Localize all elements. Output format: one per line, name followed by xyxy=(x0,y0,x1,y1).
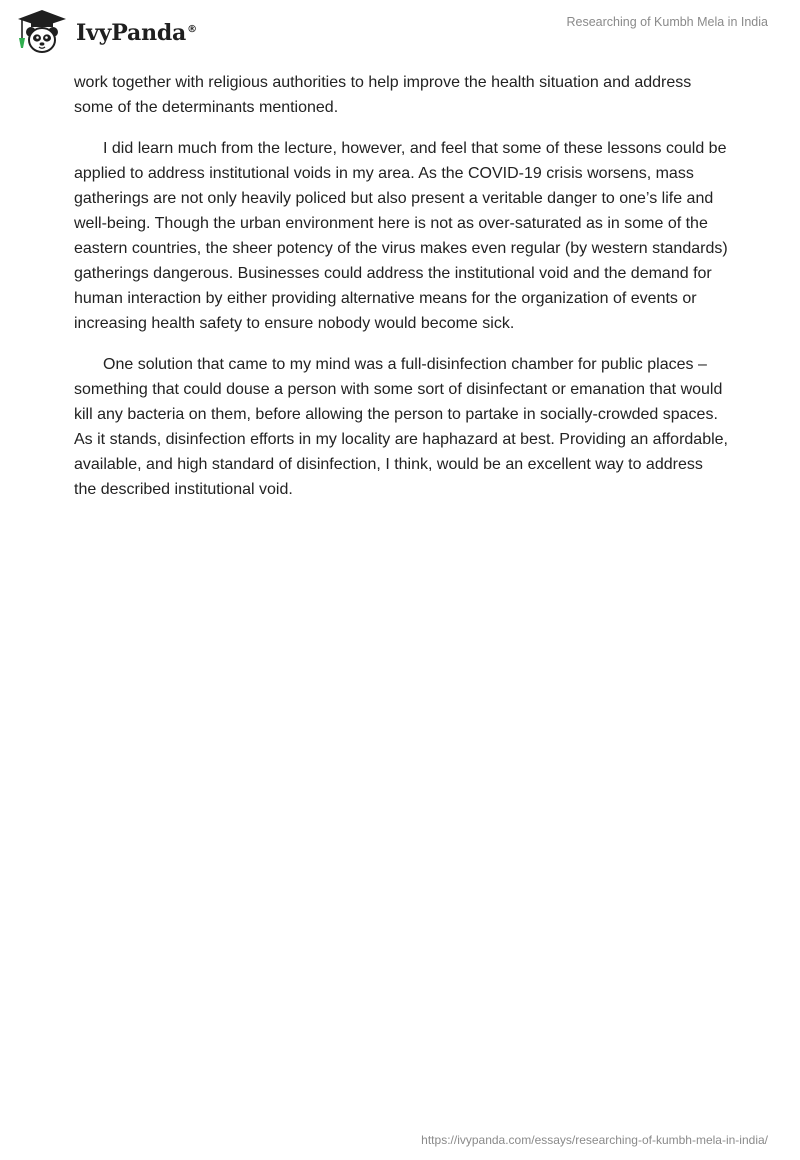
panda-graduate-icon xyxy=(14,8,72,56)
registered-mark: ® xyxy=(187,23,197,35)
paragraph: One solution that came to my mind was a full-disinfection chamber for public places – something that could douse a person with some sort of disinfectant or emanation that would kill any bacteria on them, before allowing the person to partake in socially-crowded spaces. As it stands, disinfection efforts in my locality are haphazard at best. Providing an affordable, available, and high standard of disinfection, I think, would be an excellent way to address the described institutional void. xyxy=(74,356,728,498)
page-header xyxy=(0,0,800,60)
source-url-link[interactable]: https://ivypanda.com/essays/researching-of-kumbh-mela-in-india/ xyxy=(421,1133,768,1147)
paragraph-continuation: work together with religious authorities to help improve the health situation and address some of the determinants mentioned. xyxy=(74,74,692,116)
logo-wordmark: IvyPanda® xyxy=(76,20,197,46)
document-title: Researching of Kumbh Mela in India xyxy=(566,15,768,29)
paragraph: I did learn much from the lecture, however, and feel that some of these lessons could be applied to address institutional voids in my area. As the COVID-19 crisis worsens, mass gatherings are not only heavily policed but also present a veritable danger to one’s life and well-being. Though the urban environment here is not as over-saturated as in some of the eastern countries, the sheer potency of the virus makes even regular (by western standards) gatherings dangerous. Businesses could address the institutional void and the demand for human interaction by either providing alternative means for the organization of events or increasing health safety to ensure nobody would become sick. xyxy=(74,140,728,332)
ivypanda-logo[interactable] xyxy=(14,8,197,56)
essay-body xyxy=(74,70,728,518)
